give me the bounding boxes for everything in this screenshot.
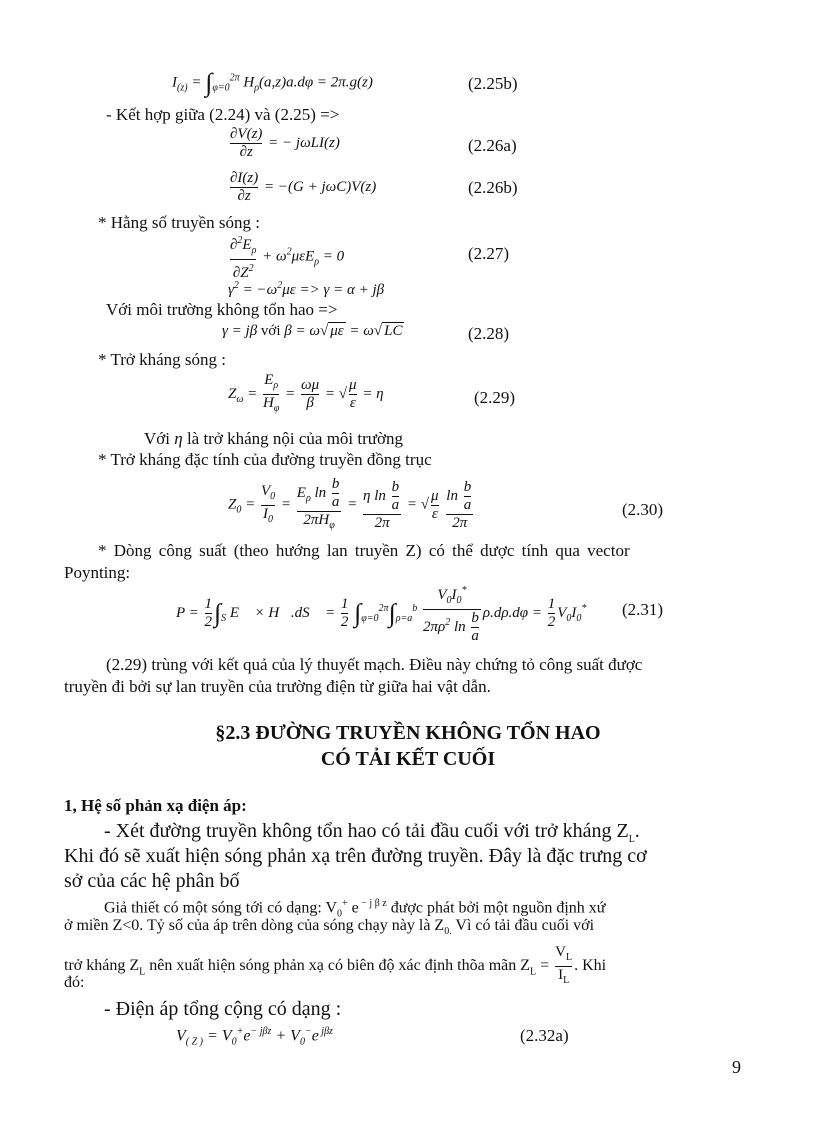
text-line: trở kháng $Z_L$ nên xuất hiện sóng phản xạ có biên độ xác định thõa mãn $Z_L$ = $\frac{V_L}{I_L}$ . Khi [64, 944, 606, 989]
text-line: Với môi trường không tổn hao => [106, 300, 338, 319]
text-line: ở miền Z<0. Tỷ số của áp trên dòng của sóng chạy này là $Z_{0.}$ Vì có tải đầu cuối với [64, 917, 595, 938]
eq-number: (2.26a) [468, 136, 517, 155]
text-line: * Trở kháng đặc tính của đường truyền đồng trục [98, 450, 432, 469]
eq-number: (2.28) [468, 324, 510, 343]
text-line: truyền đi bởi sự lan truyền của trường điện từ giữa hai vật dẫn. [64, 677, 491, 696]
text-line: Khi đó sẽ xuất hiện sóng phản xạ trên đường truyền. Đây là đặc trưng cơ [64, 845, 647, 867]
eq-number: (2.26b) [468, 178, 518, 197]
equation-2-31: P = $\frac{1}{2}$ $\int_S$ E⃗ × H⃗.dS⃗ = $\frac{1}{2}$ $\int_{\varphi=0}^{2\pi}\int_{\rho=a}^b$ $V_0I_0^*$ $2\pi\rho^2$ ln $\frac{b}{a}$ ρ.dρ.dφ = $\frac{1}{2}$ $V_0I_0^*$ [176, 585, 587, 644]
text-line: Poynting: [64, 563, 131, 582]
page-number: 9 [732, 1057, 741, 1077]
text-line: Với η là trở kháng nội của môi trường [144, 429, 403, 448]
section-heading: CÓ TẢI KẾT CUỐI [320, 748, 496, 770]
equation-2-30: $Z_0$ = $\frac{V_0}{I_0}$ = $E_\rho$ ln $\frac{b}{a}$ $2\pi H_\varphi$ = η ln $\frac{b}{a}$ 2π = √ $\frac{\mu}{\varepsilon}$ ln $\frac{b}{a}$ 2π [228, 476, 475, 534]
sub-heading: 1, Hệ số phản xạ điện áp: [64, 796, 247, 815]
text-line: đó: [64, 974, 85, 991]
equation-2-26a: $\frac{\partial V(z)}{\partial z}$ = − jωLI(z) [230, 126, 340, 160]
text-line: - Xét đường truyền không tổn hao có tải đầu cuối với trở kháng $Z_L$. [104, 820, 640, 845]
eq-number: (2.29) [474, 388, 516, 407]
equation-2-28: γ = jβ với β = ω√ με = ω√ LC [222, 323, 403, 339]
equation-gamma: $\gamma^2 = -\omega^2\mu\varepsilon => \gamma = \alpha + j\beta$ [228, 280, 385, 298]
text-line: * Dòng công suất (theo hướng lan truyền Z) có thể dược tính qua vector [98, 541, 630, 560]
section-heading: §2.3 ĐƯỜNG TRUYỀN KHÔNG TỔN HAO [215, 722, 601, 744]
equation-2-26b: $\frac{\partial I(z)}{\partial z}$ = −(G + jωC)V(z) [230, 170, 377, 204]
text-line: Giả thiết có một sóng tới có dạng: $V_0^+$ e $^{- j \beta z}$ được phát bởi một nguồn định xứ [104, 898, 606, 920]
text-line: - Kết hợp giữa (2.24) và (2.25) => [106, 105, 340, 124]
text-line: * Trở kháng sóng : [98, 350, 227, 369]
text-line: - Điện áp tổng cộng có dạng : [104, 998, 342, 1020]
text-line: * Hằng số truyền sóng : [98, 213, 260, 232]
eq-number: (2.31) [622, 600, 664, 619]
eq-number: (2.30) [622, 500, 664, 519]
eq-number: (2.32a) [520, 1026, 569, 1045]
equation-2-25b: $I_{(z)} = \int_{\varphi=0}^{2\pi}$ $H_\rho(a,z)a.d\varphi = 2\pi.g(z)$ [172, 68, 373, 97]
equation-2-27: $\frac{\partial^2E_\rho}{\partial Z^2}$ + $\omega^2\mu\varepsilon E_\rho = 0$ [230, 235, 345, 281]
eq-number: (2.25b) [468, 74, 518, 93]
text-line: sở của các hệ phân bố [64, 870, 240, 892]
equation-2-29: $Z_\omega$ = $\frac{E_\rho}{H_\varphi}$ = $\frac{\omega\mu}{\beta}$ = √ $\frac{\mu}{\varepsilon}$ = η [228, 372, 384, 417]
eq-number: (2.27) [468, 244, 510, 263]
equation-2-32a: $V_{( Z )} = V_0^+e^{- j\beta z} + V_0^-e$ $^{j\beta z}$ [176, 1026, 333, 1048]
text-line: (2.29) trùng với kết quả của lý thuyết mạch. Điều này chứng tỏ công suất được [106, 655, 643, 674]
